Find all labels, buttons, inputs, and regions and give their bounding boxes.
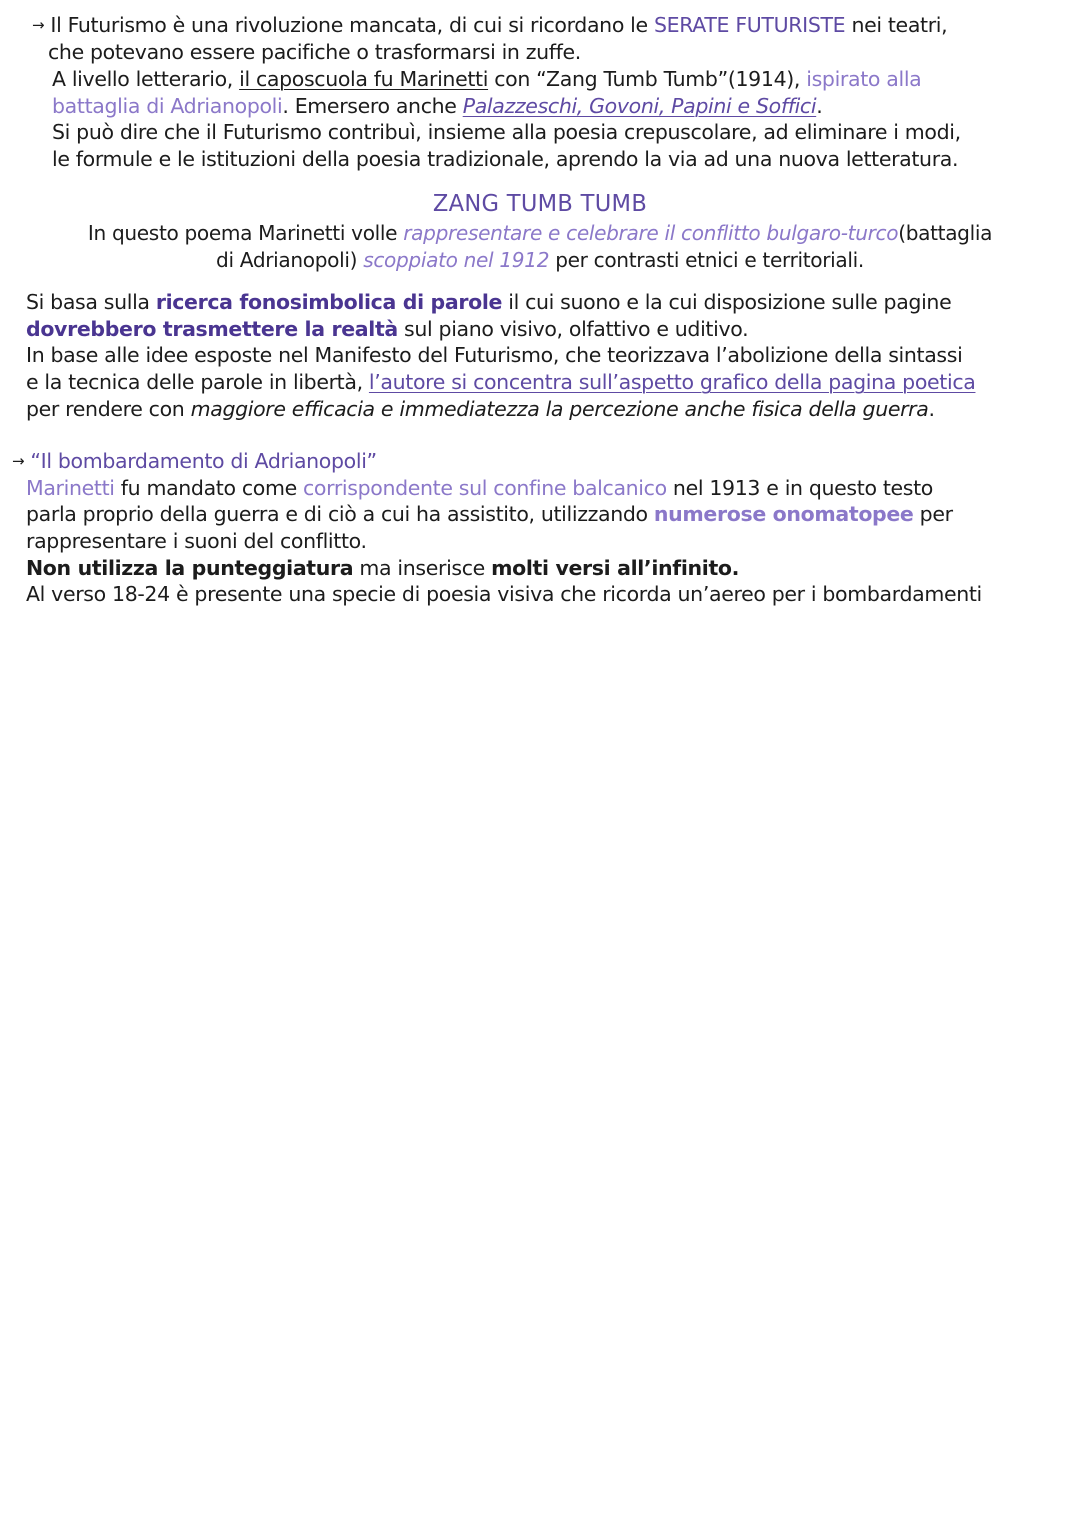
arrow-right-icon: →	[12, 452, 25, 470]
bold-dovrebbero: dovrebbero trasmettere la realtà	[26, 317, 398, 341]
bold-punteggiatura: Non utilizza la punteggiatura	[26, 556, 354, 580]
text: nei teatri,	[845, 13, 948, 37]
highlight-battaglia: battaglia di Adrianopoli	[52, 94, 283, 118]
bold-onomatopee: numerose onomatopee	[653, 502, 914, 526]
bomb-line-4	[26, 555, 739, 582]
bomb-line-2	[26, 501, 953, 528]
zang-line-2	[10, 247, 1069, 274]
underlined-aspetto-grafico: l’autore si concentra sull’aspetto grafico della pagina poetica	[368, 370, 976, 394]
highlight-ispirato: ispirato alla	[806, 67, 922, 91]
basis-line-2	[26, 316, 748, 343]
arrow-right-icon: →	[32, 16, 45, 34]
text: ma inserisce	[353, 556, 492, 580]
highlight-serate: SERATE FUTURISTE	[653, 13, 846, 37]
text: per rendere con	[26, 397, 191, 421]
intro-line-5: Si può dire che il Futurismo contribuì, insieme alla poesia crepuscolare, ad eliminare i modi,	[52, 120, 961, 144]
section-title-zang: ZANG TUMB TUMB	[432, 191, 648, 217]
intro-line-4	[52, 93, 822, 120]
intro-line-2: che potevano essere pacifiche o trasformarsi in zuffe.	[48, 40, 581, 64]
intro-line-1	[32, 12, 947, 41]
text: parla proprio della guerra e di ciò a cui ha assistito, utilizzando	[26, 502, 654, 526]
text: nel 1913 e in questo testo	[666, 476, 933, 500]
zang-line-1	[10, 220, 1069, 247]
underlined-caposcuola: il caposcuola fu Marinetti	[239, 67, 489, 91]
highlight-corrispondente: corrispondente sul confine balcanico	[303, 476, 667, 500]
text: Si basa sulla	[26, 290, 156, 314]
basis-line-3: In base alle idee esposte nel Manifesto del Futurismo, che teorizzava l’abolizione della sintassi	[26, 343, 963, 367]
text: fu mandato come	[114, 476, 304, 500]
highlight-marinetti: Marinetti	[26, 476, 115, 500]
text: e la tecnica delle parole in libertà,	[26, 370, 369, 394]
italic-efficacia: maggiore efficacia e immediatezza la percezione anche fisica della guerra	[190, 397, 929, 421]
text: Il Futurismo è una rivoluzione mancata, di cui si ricordano le	[50, 13, 654, 37]
basis-line-4	[26, 369, 975, 396]
authors-list: Palazzeschi, Govoni, Papini e Soffici	[462, 94, 817, 118]
text: il cui suono e la cui disposizione sulle pagine	[502, 290, 952, 314]
highlight-conflitto: rappresentare e celebrare il conflitto bulgaro-turco	[403, 221, 899, 245]
bomb-line-1	[26, 475, 933, 502]
bold-versi: molti versi all’infinito.	[491, 556, 740, 580]
bold-ricerca: ricerca fonosimbolica di parole	[155, 290, 503, 314]
text: In questo poema Marinetti volle	[87, 221, 404, 245]
highlight-scoppiato: scoppiato nel 1912	[363, 248, 550, 272]
text: . Emersero anche	[282, 94, 463, 118]
section-title-bombardamento	[12, 448, 377, 477]
bomb-line-5: Al verso 18-24 è presente una specie di poesia visiva che ricorda un’aereo per i bombardamenti	[26, 582, 982, 606]
text: A livello letterario,	[52, 67, 240, 91]
text: (battaglia	[898, 221, 993, 245]
title-text: “Il bombardamento di Adrianopoli”	[30, 449, 377, 473]
bomb-line-3: rappresentare i suoni del conflitto.	[26, 529, 367, 553]
intro-line-3	[52, 66, 921, 93]
intro-line-6: le formule e le istituzioni della poesia tradizionale, aprendo la via ad una nuova letteratura.	[52, 147, 959, 171]
text: di Adrianopoli)	[216, 248, 364, 272]
text: .	[816, 94, 823, 118]
basis-line-5	[26, 396, 935, 423]
text: sul piano visivo, olfattivo e uditivo.	[397, 317, 749, 341]
text: per	[913, 502, 953, 526]
basis-line-1	[26, 289, 951, 316]
text: .	[928, 397, 935, 421]
text: con “Zang Tumb Tumb”(1914),	[488, 67, 807, 91]
text: per contrasti etnici e territoriali.	[549, 248, 864, 272]
